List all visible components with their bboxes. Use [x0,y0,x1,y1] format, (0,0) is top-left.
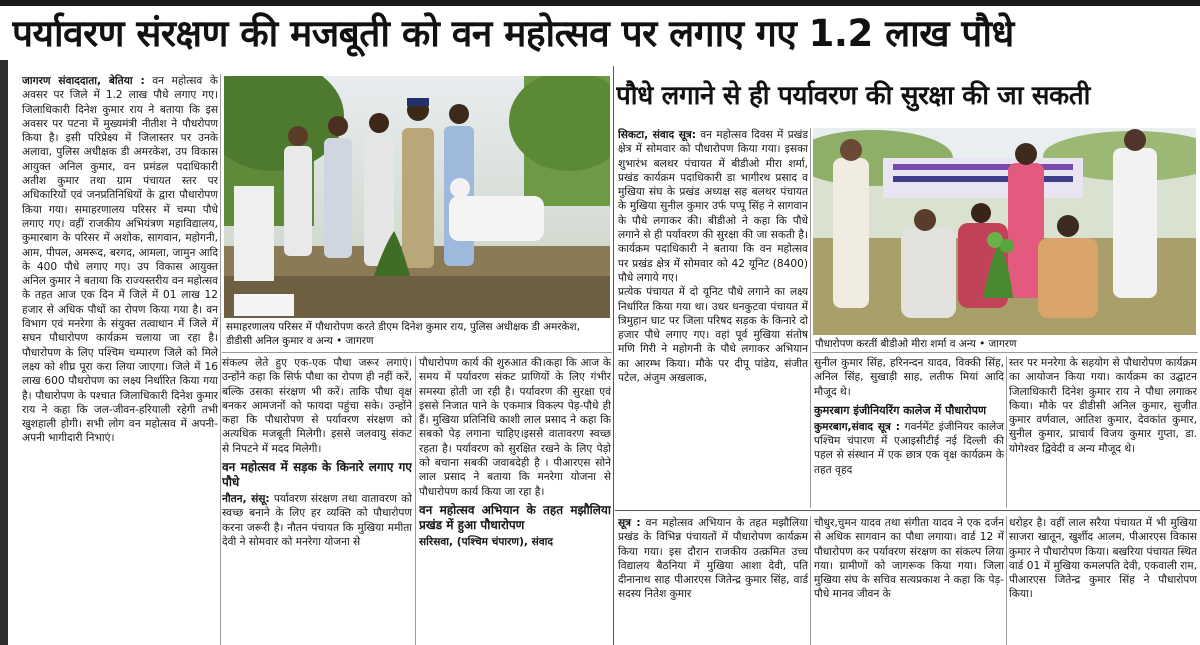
majhauliya-brief-text-3: धरोहर है। वहीं लाल सरैया पंचायत में भी मुखिया साजरा खातून, खुर्शीद आलम, पीआरएस विकास कुमार ने पौधारोपण किया। बखरिया पंचायत स्थित वार्ड 01 में मुखिया कमलपति देवी, एकवाली राम, पीआरएस जितेन्द्र कुमार सिंह ने पौधारोपण किया। [1009,517,1197,601]
nautan-brief-headline: वन महोत्सव में सड़क के किनारे लगाए गए पौधे [222,460,412,490]
right-story-col2-text: प्रत्येक पंचायत में दो यूनिट पौधे लगाने का लक्ष्य निर्धारित किया गया था। उधर धनकुटवा पंचायत में त्रिमुहान घाट पर जिला परिषद सड़क के किनारे दो हजार पौधे लगाए गए। वहां पूर्व मुखिया संतोष मणि गिरी ने महोगनी के पौधे लगाकर अभियान का आरम्भ किया। मौके पर दीपू पांडेय, संजीत पटेल, अंजुम अखलाक, [618,286,808,385]
divider [810,128,811,508]
left-story-column-3 [419,356,611,645]
tree-planting-photo [224,76,610,318]
majhauliya-brief-column-3 [1009,516,1197,645]
divider [222,352,612,353]
nautan-brief-text: पर्यावरण संरक्षण तथा वातावरण को स्वच्छ बनाने के लिए हर व्यक्ति को पौधारोपण करना जरूरी है। नौतन पंचायत कि मुखिया ममीता देवी ने सोमवार को मनरेगा योजना से [222,493,412,548]
left-story-dateline: जागरण संवाददाता, बेतिया : [22,75,145,87]
divider [812,352,1198,353]
majhauliya-brief-dateline: सरिसवा, (पश्चिम चंपारण), संवाद [419,535,554,548]
right-story-headline: पौधे लगाने से ही पर्यावरण की सुरक्षा की जा सकती [616,81,1091,111]
nautan-brief-dateline: नौतन, संसू: [222,493,270,506]
right-story-photo-caption: पौधारोपण करतीं बीडीओ मीरा शर्मा व अन्य • जागरण [815,338,1017,350]
left-story-col3-text: पौधारोपण कार्य की शुरुआत की।कहा कि आज के समय में पर्यावरण संकट प्राणियों के लिए गंभीर समस्या होती जा रही है। पर्यावरण की सुरक्षा एवं इससे निजात पाने के एकमात्र विकल्प पेड़-पौधे ही हैं। मुखिया प्रतिनिधि काशी लाल प्रसाद ने कहा कि सबको पेड़ लगाना चाहिए।इससे वातावरण स्वच्छ रहता है। पर्यावरण को सुरक्षित रखने के लिए पेड़ो को बचाना सबकी जवाबदेही है । पीआरएस सोने लाल प्रसाद ने बताया कि मनरेगा योजना से पौधारोपण कार्य किया जा रहा है। [419,357,611,498]
divider [1006,516,1007,645]
divider [615,510,1200,511]
left-story-photo [224,76,610,318]
left-story-column-1 [22,74,218,645]
right-story-intro: वन महोत्सव दिवस में प्रखंड क्षेत्र में सोमवार को पौधारोपण किया गया। इसका शुभारंभ बलथर पंचायत में बीडीओ मीरा शर्मा, प्रखंड कार्यक्रम पदाधिकारी डा भागीरथ प्रसाद व मुखिया संघ के प्रखंड अध्यक्ष सह बलथर पंचायत के मुखिया सुनील कुमार उर्फ पप्पू सिंह ने सागवान के पौधे लगाकर की। बीडीओ ने कहा कि पौधे लगाने से ही पर्यावरण की सुरक्षा की जा सकती है। कार्यक्रम पदाधिकारी ने बताया कि वन महोत्सव पर प्रखंड क्षेत्र में सोमवार को 42 यूनिट (8400) पौधे लगाये गए। [618,129,808,284]
page-edge [0,60,8,645]
divider [1006,356,1007,508]
right-story-dateline: सिकटा, संवाद सूत्र: [618,129,696,141]
right-story-column-1 [618,128,808,508]
right-story-photo [813,128,1196,335]
right-story-col3-text: सुनील कुमार सिंह, हरिनन्दन यादव, विक्की सिंह, अनिल सिंह, सुखाड़ी साह, लतीफ मियां आदि मौजूद थे। [814,357,1004,398]
left-story-col1-text: वन महोत्सव के अवसर पर जिले में 1.2 लाख पौधे लगाए गए। जिलाधिकारी दिनेश कुमार राय ने बताया कि इस अवसर पर पटना में मुख्यमंत्री नीतीश ने पौधरोपण किया है। इसी परिप्रेक्ष्य में जिलास्तर पर उनके अलावा, पुलिस अधीक्षक डी अमरकेश, उप विकास आयुक्त अनिल कुमार, वन प्रमंडल पदाधिकारी अतीश कुमार तथा ग्राम पंचायत स्तर पर अधिकारियों एवं जनप्रतिनिधियों के द्वारा पौधारोपण किया गया। समाहरणालय परिसर में चम्पा पौधे लगाए गए। वहीं राजकीय अभियंत्रण महाविद्यालय, कुमारबाग के परिसर में अशोक, सागवान, महोगनी, आम, पीपल, अमरूद, बरगद, आमला, जामुन आदि के 400 पौधे लगाए गए। उप विकास आयुक्त अनिल कुमार ने बताया कि राज्यस्तरीय वन महोत्सव के तहत आज एक दिन में जिले में 01 लाख 12 हजार से अधिक पौधों का रोपण किया गया है। वन विभाग एवं मनरेगा के संयुक्त तत्वाधान में जिले में सघन पौधारोपण कार्यक्रम चलाया जा रहा है। पौधारोपण के लिए पश्चिम चम्पारण जिले को मिले लक्ष्य को शीघ्र पूरा करा लिया जाएगा। जिले में 16 लाख 600 पौधरोपण का लक्ष्य निर्धारित किया गया है। पौधारोपण के पश्चात जिलाधिकारी दिनेश कुमार राय ने कहा कि जल-जीवन-हरियाली रहेगी तभी खुशहाली होगी। सभी लोग वन महोत्सव में अपनी-अपनी भागीदारी निभाएं। [22,75,218,445]
divider [613,66,614,645]
majhauliya-brief-text-1: वन महोत्सव अभियान के तहत मझौलिया प्रखंड के विभिन्न पंचायतों में पौधारोपण कार्यक्रम किया गया। इस दौरान राजकीय उत्क्रमित उच्च विद्यालय बैठनिया में मुखिया आशा देवी, पति दीनानाथ साह पीआरएस जितेन्द्र कुमार सिंह, वार्ड सदस्य नितेश कुमार [618,517,808,601]
engineering-college-brief-dateline: कुमरबाग,संवाद सूत्र : [814,420,901,433]
right-story-column-4 [1009,356,1197,508]
left-story-column-2 [222,356,412,645]
divider [220,74,221,645]
majhauliya-brief-column-2 [814,516,1004,645]
engineering-college-brief-headline: कुमरबाग इंजीनियरिंग कालेज में पौधारोपण [814,403,987,417]
majhauliya-brief-headline: वन महोत्सव अभियान के तहत मझौलिया प्रखंड में हुआ पौधारोपण [419,502,611,532]
majhauliya-brief-text-2: चौधुर,चुमन यादव तथा संगीता यादव ने एक दर्जन से अधिक सागवान का पौधा लगाया। वार्ड 12 में पौधारोपण कर पर्यावरण संरक्षण का संकल्प लिया गया। ग्रामीणों को जागरूक किया गया। जिला मुखिया संघ के सचिव सत्यप्रकाश ने कहा कि पेड़-पौधे मानव जीवन के [814,517,1004,601]
divider [810,516,811,645]
bdo-planting-photo [813,128,1196,335]
majhauliya-brief-column-1 [618,516,808,645]
left-story-col2-text: संकल्प लेते हुए एक-एक पौधा जरूर लगाएं। उन्होंने कहा कि सिर्फ पौधा का रोपण ही नहीं करें, बल्कि उसका संरक्षण भी करें। ताकि पौधा वृक्ष बनकर आमजनों को फायदा पहुंचा सके। उन्होंने कहा कि पौधारोपण से पर्यावरण संरक्षण को अत्यधिक मजबूती मिलेगी। इससे जलवायु संकट से निपटने में मदद मिलेगी। [222,357,412,455]
majhauliya-brief-dateline-tail: सूत्र : [618,517,641,529]
right-story-column-3 [814,356,1004,508]
engineering-college-brief-text: गवर्नमेंट इंजीनियर कालेज पश्चिम चंपारण में एआइसीटीई नई दिल्ली की पहल से संस्थान में एक छात्र एक वृक्ष कार्यक्रम के तहत वृहद [814,420,1004,476]
divider [415,356,416,645]
right-story-col4-text: स्तर पर मनरेगा के सहयोग से पौधारोपण कार्यक्रम का आयोजन किया गया। कार्यक्रम का उद्घाटन जिलाधिकारी दिनेश कुमार राय ने पौधा लगाकर किया। मौके पर डीडीसी अनिल कुमार, सुजीत कुमार वर्णवाल, आतिश कुमार, देवकांत कुमार, सुनील कुमार, प्राचार्य विजय कुमार गुप्ता, डा. योगेश्वर द्विवेदी व अन्य मौजूद थे। [1009,357,1197,455]
main-headline: पर्यावरण संरक्षण की मजबूती को वन महोत्सव पर लगाए गए 1.2 लाख पौधे [12,12,1014,55]
left-story-photo-caption: समाहरणालय परिसर में पौधारोपण करते डीएम दिनेश कुमार राय, पुलिस अधीक्षक डी अमरकेश, डीडीसी अनिल कुमार व अन्य • जागरण [226,321,580,347]
